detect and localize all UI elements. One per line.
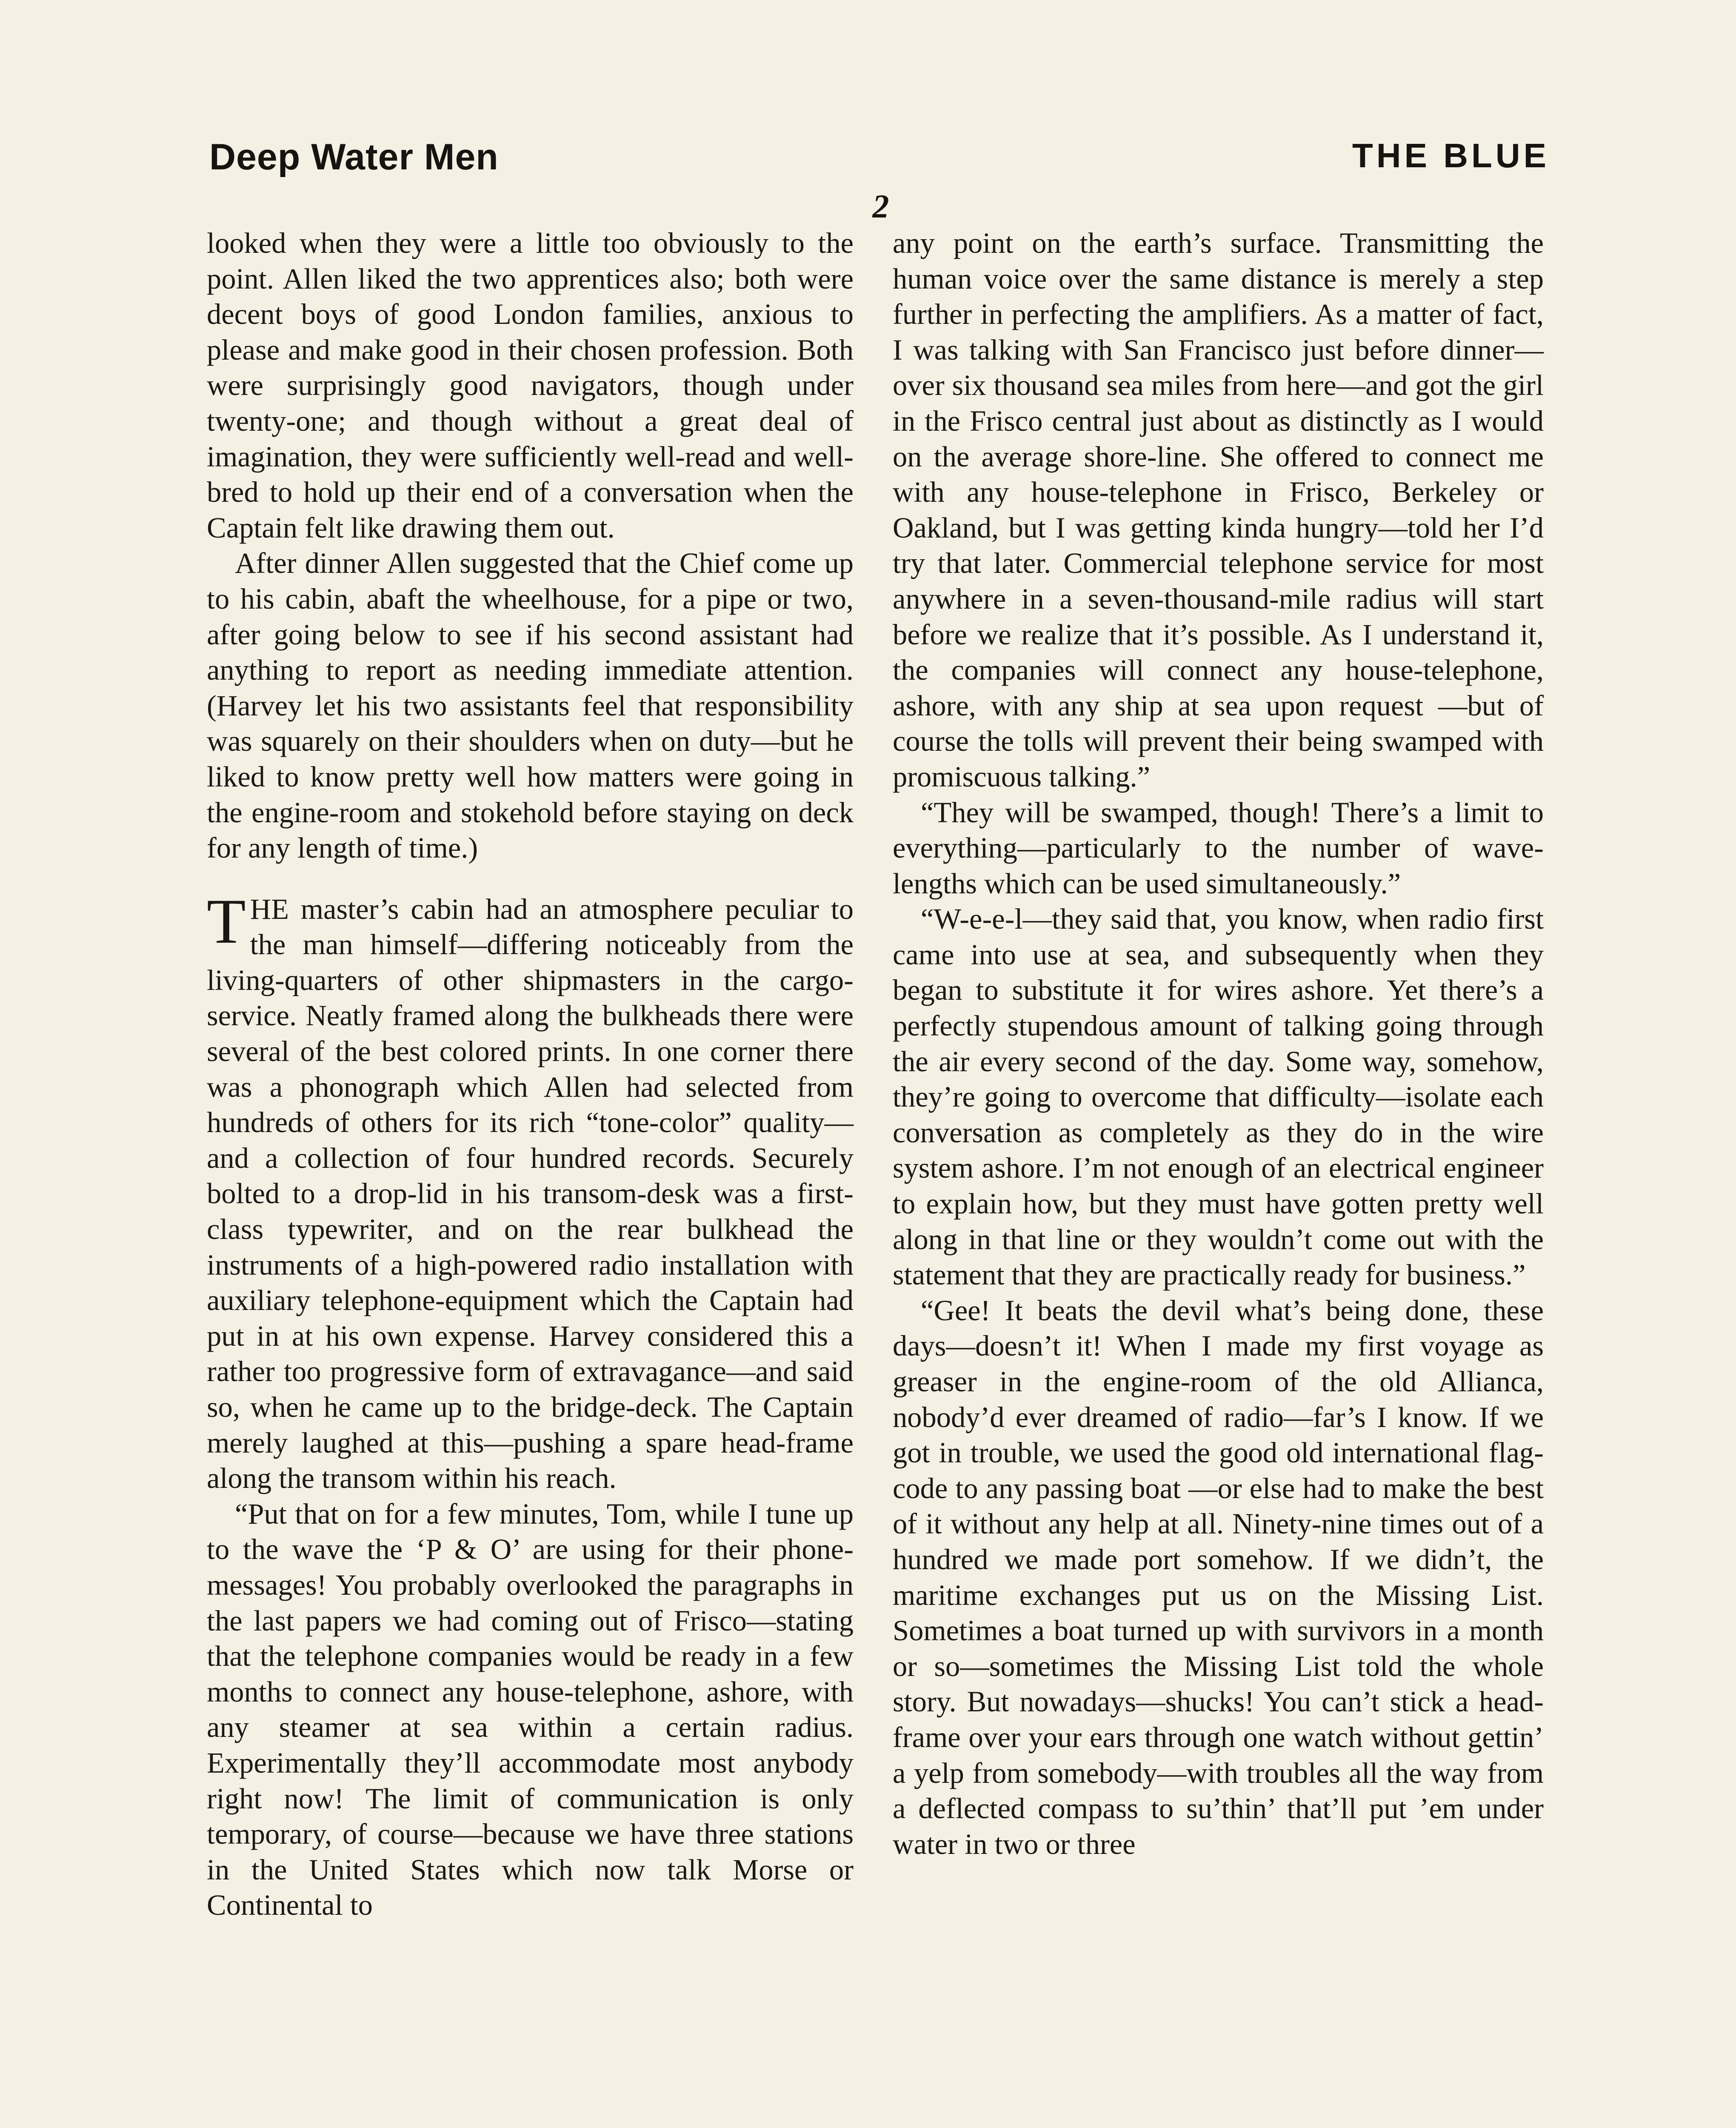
paragraph: any point on the earth’s surface. Transmitting the human voice over the same distance is merely a step further in perfecting the amplifiers. As a matter of fact, I was talking with San Francisco just before dinner—over six thousand sea miles from here—and got the girl in the Frisco central just about as distinctly as I would on the average shore-line. She offered to connect me with any house-telephone in Frisco, Berkeley or Oakland, but I was getting kinda hungry—told her I’d try that later. Commercial telephone service for most anywhere in a seven-thousand-mile radius will start before we realize that it’s possible. As I understand it, the companies will connect any house-telephone, ashore, with any ship at sea upon request —but of course the tolls will prevent their being swamped with promiscuous talking.” [893, 227, 1544, 793]
paragraph: “W-e-e-l—they said that, you know, when radio first came into use at sea, and subsequently when they began to substitute it for wires ashore. Yet there’s a perfectly stupendous amount of talking going through the air every second of the day. Some way, somehow, they’re going to overcome that difficulty—isolate each conversation as completely as they do in the wire system ashore. I’m not enough of an electrical engineer to explain how, but they must have gotten pretty well along in that line or they wouldn’t come out with the statement that they are practically ready for business.” [893, 903, 1544, 1291]
right-text-column [893, 226, 1544, 1862]
left-text-column [207, 226, 854, 1923]
paragraph-text: HE master’s cabin had an atmosphere peculiar to the man himself—differing noticeably from the living-quarters of other shipmasters in the cargo-service. Neatly framed along the bulkheads there were several of the best colored prints. In one corner there was a phonograph which Allen had selected from hundreds of others for its rich “tone-color” quality—and a collection of four hundred records. Securely bolted to a drop-lid in his transom-desk was a first-class typewriter, and on the rear bulkhead the instruments of a high-powered radio installation with auxiliary telephone-equipment which the Captain had put in at his own expense. Harvey considered this a rather too progressive form of extravagance—and said so, when he came up to the bridge-deck. The Captain merely laughed at this—pushing a spare head-frame along the transom within his reach. [207, 892, 854, 1495]
drop-cap: T [207, 886, 246, 957]
paragraph: “Gee! It beats the devil what’s being done, these days—doesn’t it! When I made my first voyage as greaser in the engine-room of the old Allianca, nobody’d ever dreamed of radio—far’s I know. If we got in trouble, we used the good old international flag-code to any passing boat —or else had to make the best of it without any help at all. Ninety-nine times out of a hundred we made port somehow. If we didn’t, the maritime exchanges put us on the Missing List. Sometimes a boat turned up with survivors in a month or so—sometimes the Missing List told the whole story. But nowadays—shucks! You can’t stick a head-frame over your ears through one watch without gettin’ a yelp from somebody—with troubles all the way from a deflected compass to su’thin’ that’ll put ’em under water in two or three [893, 1294, 1544, 1860]
story-title: Deep Water Men [209, 137, 499, 177]
paragraph: “They will be swamped, though! There’s a limit to everything—particularly to the number of wave-lengths which can be used simultaneously.” [893, 796, 1544, 900]
paragraph: After dinner Allen suggested that the Chief come up to his cabin, abaft the wheelhouse, for a pipe or two, after going below to see if his second assistant had anything to report as needing immediate attention. (Harvey let his two assistants feel that responsibility was squarely on their shoulders when on duty—but he liked to know pretty well how matters were going in the engine-room and stokehold before staying on deck for any length of time.) [207, 547, 854, 864]
paragraph: “Put that on for a few minutes, Tom, while I tune up to the wave the ‘P & O’ are using for their phone-messages! You probably overlooked the paragraphs in the last papers we had coming out of Frisco—stating that the telephone companies would be ready in a few months to connect any house-telephone, ashore, with any steamer at sea within a certain radius. Experimentally they’ll accommodate most anybody right now! The limit of communication is only temporary, of course—because we have three stations in the United States which now talk Morse or Continental to [207, 1497, 854, 1922]
magazine-section-title: THE BLUE [1352, 137, 1550, 174]
section-paragraph [207, 886, 854, 1496]
page-number: 2 [872, 188, 889, 225]
paragraph: looked when they were a little too obviously to the point. Allen liked the two apprentices also; both were decent boys of good London families, anxious to please and make good in their chosen profession. Both were surprisingly good navigators, though under twenty-one; and though without a great deal of imagination, they were sufficiently well-read and well-bred to hold up their end of a conversation when the Captain felt like drawing them out. [207, 227, 854, 544]
